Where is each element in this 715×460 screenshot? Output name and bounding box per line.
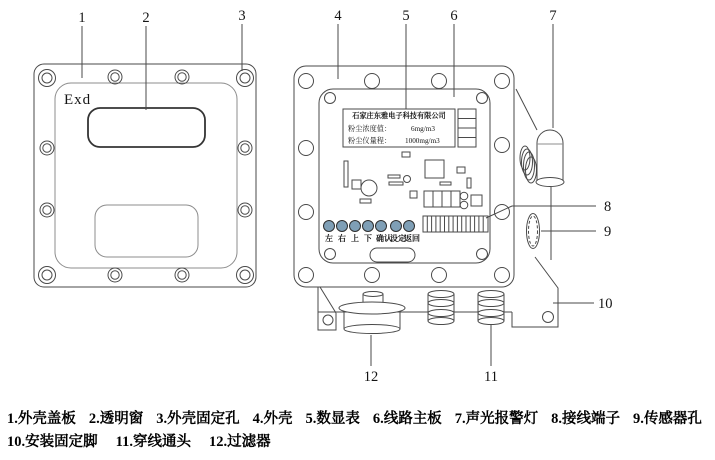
display-concentration-label: 粉尘浓度值： [348,125,392,133]
enclosure-internal-view [294,66,564,334]
button-right [337,221,348,232]
legend-item: 4.外壳 [252,411,293,427]
flange-hole [365,74,380,89]
filter [339,292,405,334]
button-right-label: 右 [338,234,346,243]
connector-block [458,109,476,147]
cover-fixing-hole [40,141,54,155]
display-range-value: 1000mg/m3 [405,137,440,145]
cover-corner-bolt [237,70,254,87]
display-concentration-value: 6mg/m3 [411,125,435,133]
callout-10: 10 [598,296,613,312]
button-set [391,221,402,232]
legend-item: 9.传感器孔 [633,411,702,427]
panel-screw [477,93,488,104]
flange-hole [432,74,447,89]
button-left-label: 左 [325,234,333,243]
legend-item: 12.过滤器 [208,434,271,450]
keypad [324,221,421,244]
button-return [404,221,415,232]
legend-item: 10.安装固定脚 [7,434,98,450]
button-return-label: 返回 [404,234,420,243]
flange-hole [299,268,314,283]
alarm-lamp [516,89,564,187]
digital-display [343,109,455,147]
callout-11: 11 [484,369,498,385]
callout-6: 6 [450,8,458,24]
callout-2: 2 [142,10,150,26]
panel-bottom-slot [370,248,415,262]
lamp-thread-coil [520,146,537,183]
panel-screw [325,249,336,260]
button-set-label: 设定 [390,234,406,243]
cover-lower-recess [95,205,198,257]
button-confirm-label: 确认 [376,234,392,243]
legend-item: 1.外壳盖板 [7,411,76,427]
cover-fixing-hole [108,70,122,84]
display-company-line: 石家庄东雅电子科技有限公司 [352,112,446,120]
button-up [350,221,361,232]
mounting-foot-left [318,287,336,330]
flange-hole [495,74,510,89]
callout-7: 7 [549,8,557,24]
legend-item: 11.穿线通头 [115,434,191,450]
button-left [324,221,335,232]
exd-marking: Exd [64,92,92,108]
legend-item: 3.外壳固定孔 [156,411,240,427]
button-confirm [376,221,387,232]
board-components [344,152,482,209]
panel-screw [325,93,336,104]
callout-1: 1 [78,10,86,26]
legend-item: 2.透明窗 [88,411,144,427]
button-down-label: 下 [364,234,372,243]
cover-corner-bolt [237,267,254,284]
cover-fixing-hole [108,268,122,282]
legend-item: 7.声光报警灯 [454,411,539,427]
legend-item: 6.线路主板 [372,411,442,427]
mounting-foot-right [512,257,558,327]
flange-hole [495,268,510,283]
cable-gland [428,291,454,325]
flange-hole [299,205,314,220]
flange-hole [365,268,380,283]
cover-fixing-hole [238,203,252,217]
cover-fixing-hole [175,268,189,282]
terminal-block [423,216,488,232]
button-up-label: 上 [351,234,359,243]
flange-hole [495,205,510,220]
callout-3: 3 [238,8,246,24]
legend-row-1 [7,407,715,428]
callout-leaders [82,24,596,366]
transparent-window [88,108,205,147]
button-down [363,221,374,232]
callout-9: 9 [604,224,612,240]
callout-8: 8 [604,199,612,215]
legend-item: 5.数显表 [305,411,360,427]
cover-inner-line [55,83,237,268]
cover-plate-view [34,64,256,287]
sensor-hole [527,214,540,249]
legend-row-2 [7,430,289,451]
display-range-label: 粉尘仪量程： [348,137,392,145]
cover-fixing-hole [40,203,54,217]
cover-corner-bolt [39,267,56,284]
cover-fixing-hole [175,70,189,84]
callout-12: 12 [363,369,379,385]
flange-hole [432,268,447,283]
callout-4: 4 [334,8,342,24]
panel-screw [477,249,488,260]
cable-gland [478,291,504,325]
cover-fixing-hole [238,141,252,155]
cover-corner-bolt [39,70,56,87]
flange-hole [495,138,510,153]
flange-hole [299,141,314,156]
flange-hole [299,74,314,89]
callout-5: 5 [402,8,410,24]
legend-item: 8.接线端子 [551,411,620,427]
